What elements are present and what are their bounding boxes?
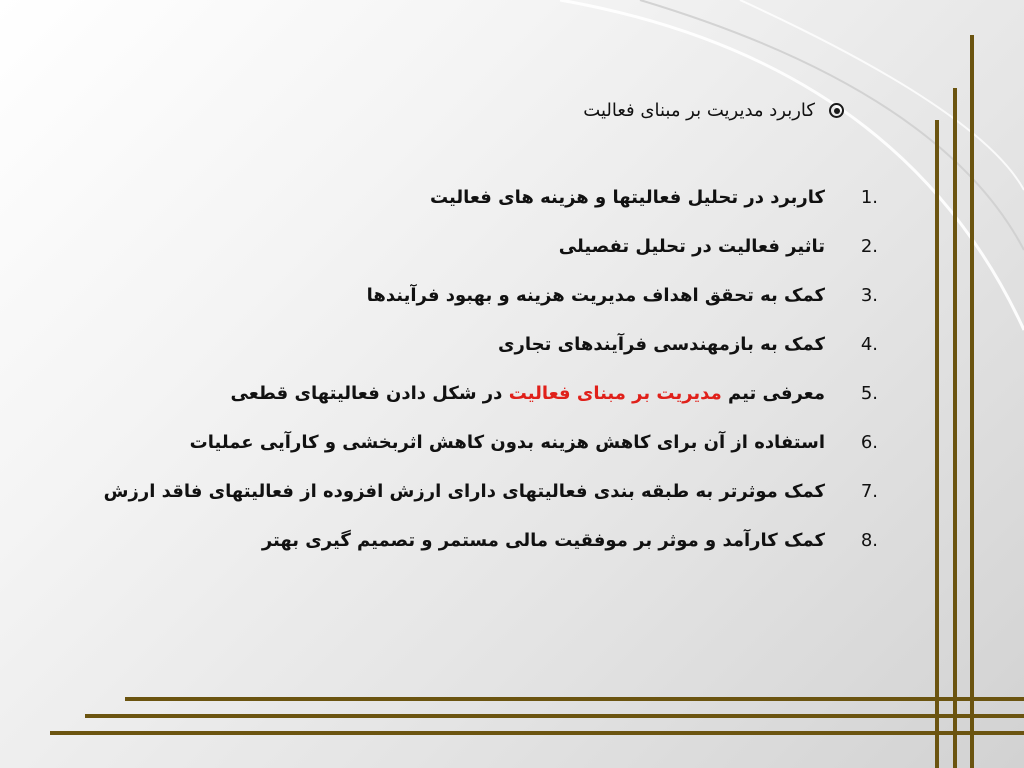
list-item <box>55 182 878 214</box>
decorative-vertical-line <box>970 35 974 768</box>
numbered-list <box>55 182 878 574</box>
decorative-horizontal-line <box>50 731 1024 735</box>
list-item-text: تاثیر فعالیت در تحلیل تفصیلی <box>558 236 825 257</box>
list-item <box>55 280 878 312</box>
list-item-number: 1. <box>860 187 878 208</box>
list-item-number: 8. <box>860 530 878 551</box>
list-item-text: کمک به بازمهندسی فرآیندهای تجاری <box>497 334 825 355</box>
list-item-text: استفاده از آن برای کاهش هزینه بدون کاهش اثربخشی و کارآیی عملیات <box>189 432 825 453</box>
list-item-text-after: در شکل دادن فعالیتهای قطعی <box>230 383 503 404</box>
decorative-horizontal-line <box>85 714 1024 718</box>
list-item-number: 7. <box>860 481 878 502</box>
slide-heading <box>583 100 844 121</box>
list-item-number: 4. <box>860 334 878 355</box>
list-item <box>55 476 878 508</box>
decorative-vertical-line <box>935 120 939 768</box>
list-item-text: کاربرد در تحلیل فعالیتها و هزینه های فعالیت <box>429 187 825 208</box>
list-item-number: 2. <box>860 236 878 257</box>
list-item-number: 5. <box>860 383 878 404</box>
list-item-number: 6. <box>860 432 878 453</box>
list-item <box>55 427 878 459</box>
heading-text: کاربرد مدیریت بر مبنای فعالیت <box>583 100 815 121</box>
list-item <box>55 329 878 361</box>
list-item <box>55 231 878 263</box>
list-item <box>55 525 878 557</box>
list-item-text: کمک کارآمد و موثر بر موفقیت مالی مستمر و تصمیم گیری بهتر <box>261 530 825 551</box>
list-item-text: کمک موثرتر به طبقه بندی فعالیتهای دارای ارزش افزوده از فعالیتهای فاقد ارزش <box>103 481 825 502</box>
decorative-horizontal-line <box>125 697 1024 701</box>
list-item <box>55 378 878 410</box>
list-item-highlight-text: مدیریت بر مبنای فعالیت <box>508 383 722 404</box>
list-item-text: کمک به تحقق اهداف مدیریت هزینه و بهبود فرآیندها <box>366 285 825 306</box>
list-item-text-before: معرفی تیم <box>728 383 825 404</box>
circle-dot-bullet-icon <box>829 103 844 118</box>
list-item-number: 3. <box>860 285 878 306</box>
decorative-vertical-line <box>953 88 957 768</box>
